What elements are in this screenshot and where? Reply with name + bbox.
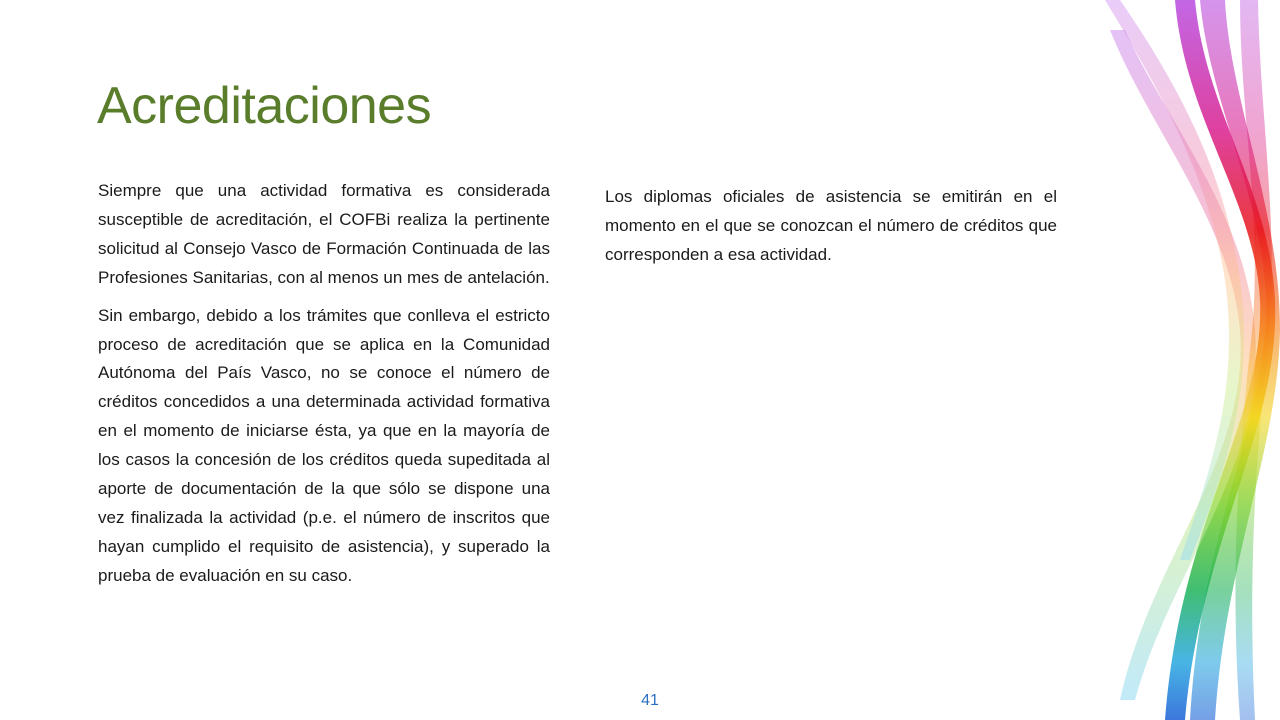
- rainbow-ribbon-decoration: [1090, 0, 1280, 720]
- right-paragraph-1: Los diplomas oficiales de asistencia se emitirán en el momento en el que se conozcan el número de créditos que corresponden a esa actividad.: [605, 187, 1057, 264]
- page-number: 41: [641, 692, 659, 709]
- left-paragraph-1: Siempre que una actividad formativa es considerada susceptible de acreditación, el COFBi realiza la pertinente solicitud al Consejo Vasco de Formación Continuada de las Profesiones Sanitarias, con al menos un mes de antelación.: [98, 181, 550, 287]
- right-text-column: [605, 183, 1057, 279]
- slide-title: Acreditaciones: [97, 77, 432, 135]
- left-text-column: [98, 177, 550, 600]
- left-paragraph-2: Sin embargo, debido a los trámites que conlleva el estricto proceso de acreditación que se aplica en la Comunidad Autónoma del País Vasco, no se conoce el número de créditos concedidos a una determinada actividad formativa en el momento de iniciarse ésta, ya que en la mayoría de los casos la concesión de los créditos queda supeditada al aporte de documentación de la que sólo se dispone una vez finalizada la actividad (p.e. el número de inscritos que hayan cumplido el requisito de asistencia), y superado la prueba de evaluación en su caso.: [98, 305, 550, 585]
